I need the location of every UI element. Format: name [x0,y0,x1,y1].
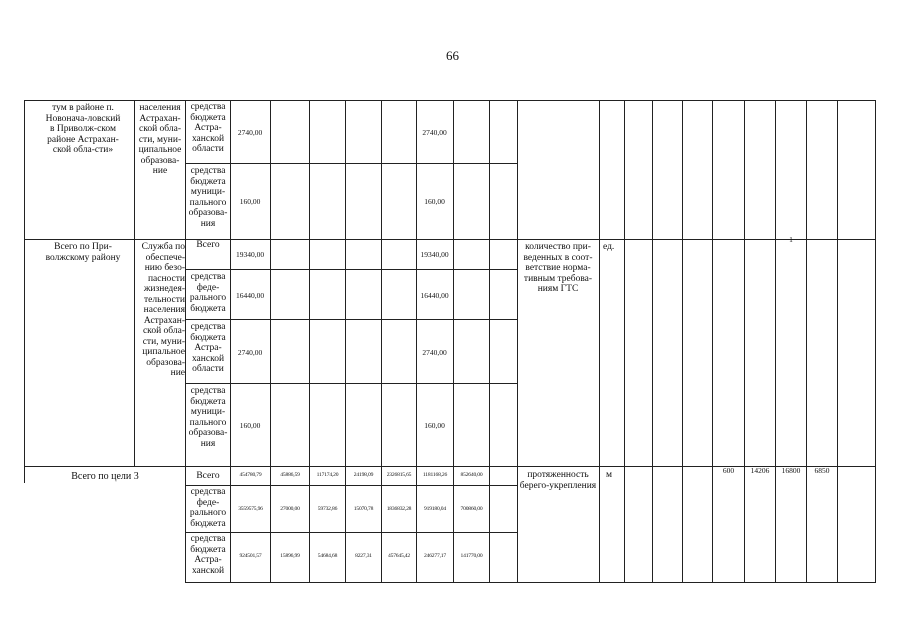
funding-source-cell: Всего [196,471,220,481]
table-rule [517,100,518,583]
table-rule [652,100,653,583]
funding-source-cell: Всего [196,240,220,250]
table-rule [24,239,876,240]
goal-value: 454780,79 [239,472,262,478]
target-value: 1 [789,235,793,244]
target-value: 6850 [814,466,830,475]
table-rule [185,163,517,164]
table-rule [712,100,713,583]
year-value: 19340,00 [420,250,449,259]
goal-value: 8227,31 [355,553,372,559]
funding-source-cell: средства бюджета муници-пального образова-ния [188,166,228,229]
executor-cell: населения Астрахан-ской обла-сти, муни-ципальное образова-ние [138,103,182,176]
event-name-cell: тум в районе п. Новонача-ловский в Приволж-ском районе Астрахан-ской обла-сти» [45,103,121,155]
goal-value: 919180,04 [424,506,446,512]
total-value: 2740,00 [237,348,263,357]
unit-cell: ед. [603,242,615,252]
funding-source-cell: средства бюджета Астра-ханской [190,534,226,576]
total-value: 19340,00 [235,250,265,259]
total-value: 16440,00 [235,291,265,300]
indicator-name: протяженность берего-укрепления [519,470,597,491]
executor-cell: Служба по обеспече-нию безо-пасности жизнедея-тельности населения Астрахан-ской обла-сти, муни-ципальное образова-ние [141,242,185,378]
table-rule [185,383,517,384]
unit-cell: м [606,470,613,480]
event-name-cell: Всего по При-волжскому району [45,242,121,263]
target-value: 14206 [750,466,770,475]
goal-value: 54684,68 [317,553,338,559]
goal-value: 3559575,96 [238,506,263,512]
total-value: 160,00 [239,197,261,206]
goal-value: 2326815,65 [386,472,412,478]
year-value: 2740,00 [422,348,447,357]
year-value: 16440,00 [420,291,449,300]
table-rule [24,100,25,483]
goal-value: 141770,00 [460,553,483,559]
funding-source-cell: средства бюджета муници-пального образова-ния [188,386,228,449]
funding-source-cell: средства бюджета Астра-ханской области [190,322,226,374]
funding-source-cell: средства феде-рального бюджета [189,272,227,314]
year-value: 2740,00 [422,128,447,137]
target-value: 600 [722,466,735,475]
page-number: 66 [446,48,459,63]
table-rule [185,269,517,270]
table-rule [775,100,776,583]
goal-value: 45886,59 [280,472,300,478]
goal-value: 24198,09 [353,472,374,478]
goal-value: 59732,86 [317,506,338,512]
goal-value: 117174,20 [316,472,339,478]
total-value: 160,00 [239,421,261,430]
funding-source-cell: средства бюджета Астра-ханской области [190,102,226,154]
goal-value: 924501,57 [239,553,262,559]
table-rule [806,100,807,583]
goal-value: 27000,00 [280,506,300,512]
goal-total-cell: Всего по цели 3 [71,472,139,482]
goal-value: 15070,78 [353,506,374,512]
table-rule [744,100,745,583]
target-value: 16800 [781,466,801,475]
table-rule [837,100,838,583]
goal-value: 700860,00 [460,506,483,512]
table-rule [185,532,517,533]
goal-value: 15896,99 [280,553,300,559]
table-rule [185,582,876,583]
table-rule [682,100,683,583]
total-value: 2740,00 [237,128,263,137]
table-rule [624,100,625,583]
indicator-name: количество при-веденных в соот-ветствие норма-тивным требова-ниям ГТС [523,242,593,294]
goal-value: 852640,00 [460,472,483,478]
goal-value: 246277,17 [424,553,446,559]
funding-source-cell: средства феде-рального бюджета [189,487,227,529]
table-rule [24,100,876,101]
goal-value: 1836832,28 [386,506,412,512]
table-rule [489,100,490,583]
goal-value: 1181168,26 [422,472,448,478]
goal-value: 457645,42 [388,553,410,559]
table-rule [185,485,517,486]
table-rule [185,319,517,320]
table-rule [875,100,876,583]
year-value: 160,00 [424,421,445,430]
year-value: 160,00 [424,197,445,206]
table-rule [599,100,600,583]
